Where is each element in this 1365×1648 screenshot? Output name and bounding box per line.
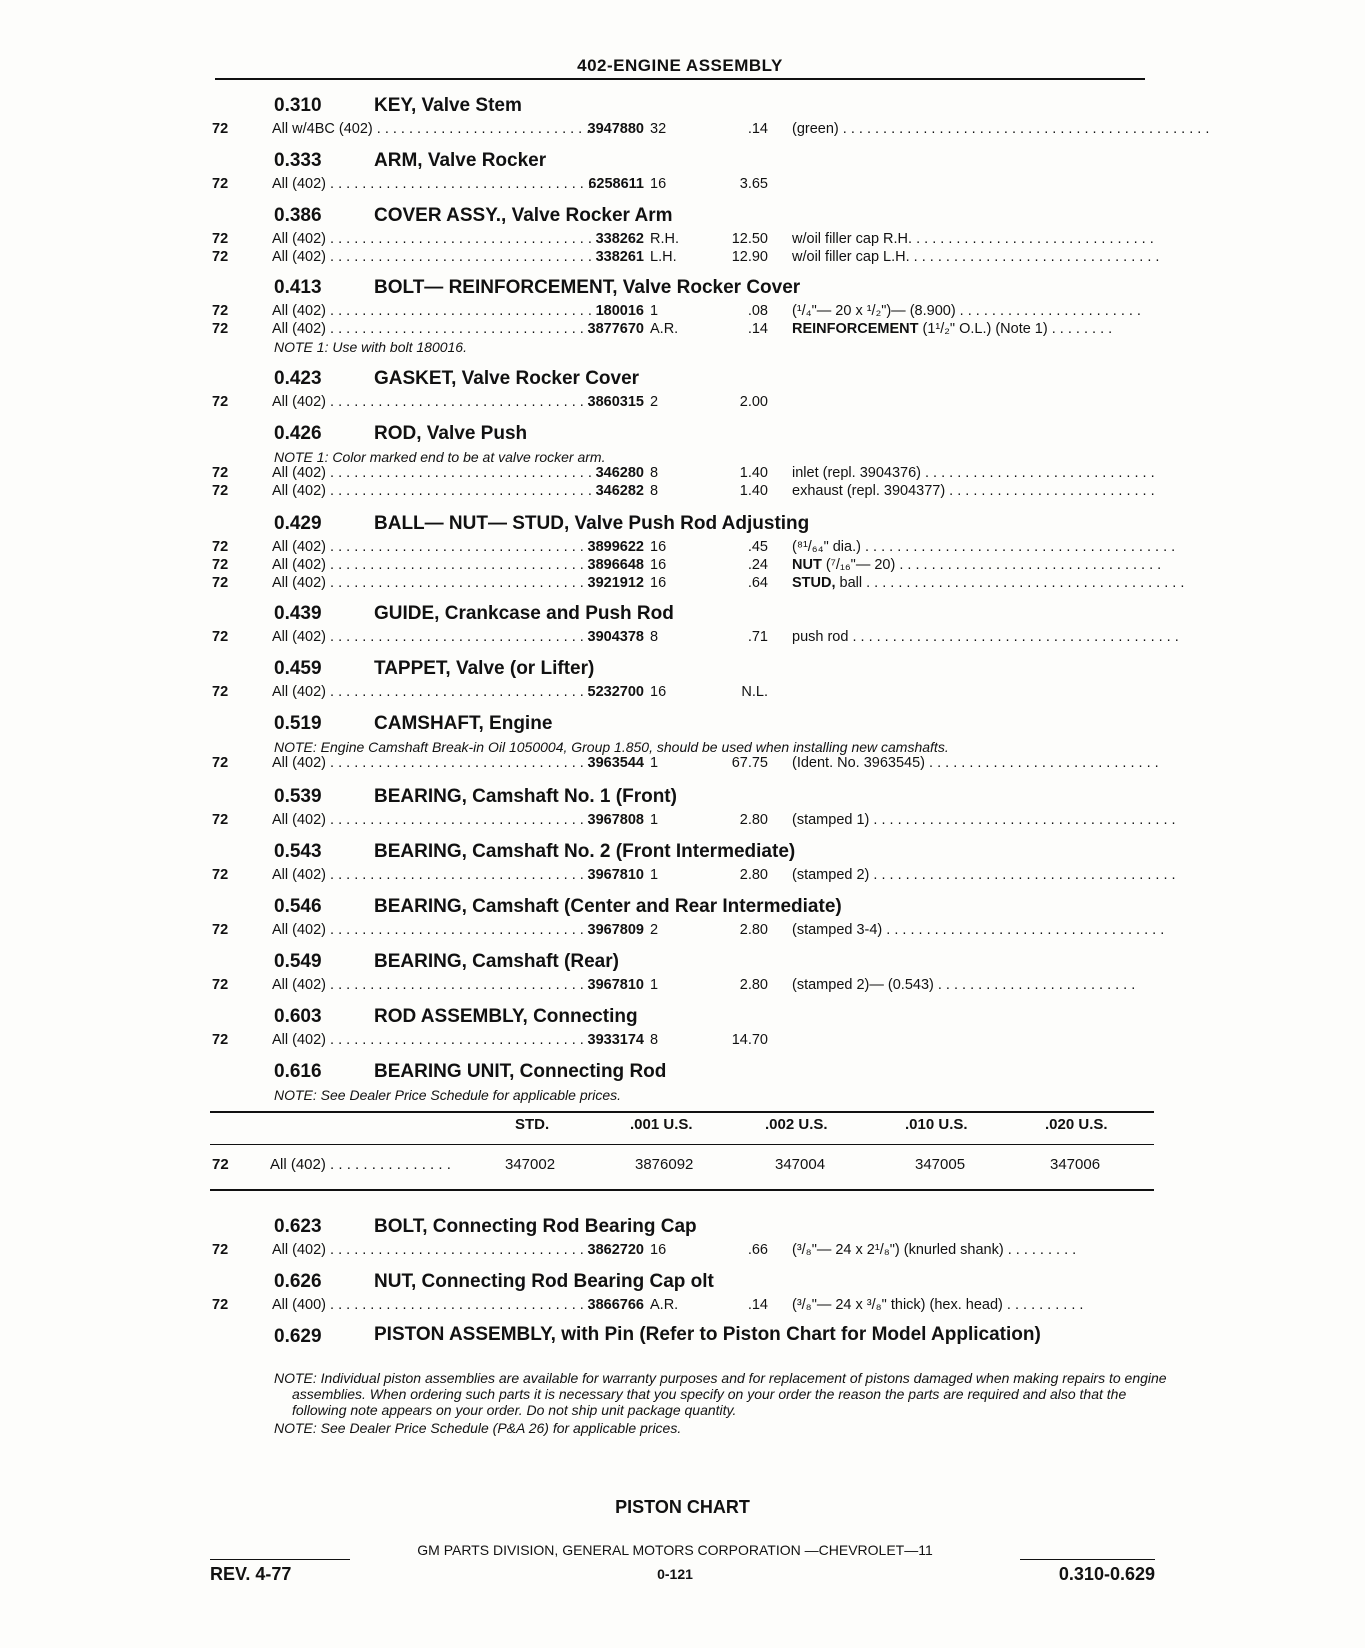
section-block (0, 896, 1227, 940)
table-cell-model: All (402) . . . . . . . . . . . . . . . (270, 1156, 451, 1173)
part-model: All (402) . . . . . . . . . . . . . . . . . . . . . . . . . . . . . . . . . (272, 684, 592, 700)
part-row (0, 321, 1227, 339)
part-description (792, 231, 1154, 247)
part-number: 5232700 (587, 684, 644, 700)
section-block (0, 277, 1227, 355)
part-quantity: R.H. (650, 231, 679, 247)
part-description-text: (1¹/₂" O.L.) (Note 1) . . . . . . . . (918, 321, 1113, 337)
section-title: GASKET, Valve Rocker Cover (374, 368, 640, 389)
part-description-text: (stamped 1) . . . . . . . . . . . . . . . . . . . . . . . . . . . . . . . . . . . . . . (792, 812, 1176, 828)
part-year: 72 (212, 812, 229, 828)
part-row (0, 121, 1227, 139)
table-bottom-rule (210, 1189, 1154, 1191)
part-description-text: (⁷/₁₆"— 20) . . . . . . . . . . . . . . . . . . . . . . . . . . . . . . . . . (821, 557, 1162, 573)
part-year: 72 (212, 922, 229, 938)
section-title: BEARING, Camshaft (Rear) (374, 951, 619, 972)
table-cell-001: 3876092 (635, 1156, 694, 1173)
part-description-text: (stamped 2) . . . . . . . . . . . . . . . . . . . . . . . . . . . . . . . . . . . . . . (792, 867, 1176, 883)
section-heading (0, 513, 1227, 539)
part-model: All (402) . . . . . . . . . . . . . . . . . . . . . . . . . . . . . . . . . (272, 977, 592, 993)
section-block (0, 513, 1227, 593)
section-number: 0.423 (274, 368, 322, 389)
footer-revision: REV. 4-77 (210, 1564, 292, 1584)
part-model: All (402) . . . . . . . . . . . . . . . . . . . . . . . . . . . . . . . . . (272, 539, 592, 555)
footer-page-number: 0-121 (657, 1566, 693, 1582)
section-number: 0.386 (274, 205, 322, 226)
part-description-text: w/oil filler cap R.H. . . . . . . . . . . . . . . . . . . . . . . . . . . . . . . (792, 231, 1154, 247)
part-quantity: A.R. (650, 1297, 679, 1313)
part-price: 2.00 (739, 394, 768, 410)
section-heading (0, 896, 1227, 922)
table-header-001: .001 U.S. (630, 1116, 693, 1133)
part-year: 72 (212, 557, 229, 573)
footer-group-range: 0.310-0.629 (1058, 1564, 1155, 1584)
part-description (792, 1297, 1154, 1313)
part-description (792, 867, 1176, 883)
part-year: 72 (212, 176, 229, 192)
section-title: BOLT, Connecting Rod Bearing Cap (374, 1216, 697, 1237)
part-model: All (402) . . . . . . . . . . . . . . . . . . . . . . . . . . . . . . . . . (272, 812, 592, 828)
part-quantity: 1 (650, 755, 659, 771)
part-number: 3921912 (587, 575, 644, 591)
part-quantity: 1 (650, 977, 659, 993)
section-block (0, 1006, 1227, 1050)
part-number: 3967808 (587, 812, 644, 828)
section-heading (0, 95, 1227, 121)
table-mid-rule (210, 1144, 1154, 1145)
section-heading (0, 786, 1227, 812)
part-year: 72 (212, 231, 229, 247)
part-row (0, 249, 1227, 267)
section-number: 0.539 (274, 786, 322, 807)
part-year: 72 (212, 684, 229, 700)
part-model: All (402) . . . . . . . . . . . . . . . . . . . . . . . . . . . . . . . . . (272, 922, 592, 938)
part-quantity: 2 (650, 922, 659, 938)
section-title: BEARING, Camshaft (Center and Rear Intermediate) (374, 896, 842, 917)
section-note: NOTE: Individual piston assemblies are available for warranty purposes and for replacement of pistons damaged when making repairs to engine assemblies. When ordering such parts it is necessary that you specify on your order the reason the parts are required and also that the following note appears on your order. Do not ship unit package quantity. (274, 1370, 1167, 1418)
part-number: 3899622 (587, 539, 644, 555)
part-price: .66 (747, 1242, 768, 1258)
part-description (792, 629, 1179, 645)
part-description-text: (¹/₄"— 20 x ¹/₂")— (8.900) . . . . . . . . . . . . . . . . . . . . . . . (792, 303, 1141, 319)
part-model: All (402) . . . . . . . . . . . . . . . . . . . . . . . . . . . . . . . . . (272, 1032, 592, 1048)
section-heading (0, 841, 1227, 867)
part-description-text: (³/₈"— 24 x 2¹/₈") (knurled shank) . . . . . . . . . (792, 1242, 1077, 1258)
part-number: 3904378 (587, 629, 644, 645)
section-number: 0.543 (274, 841, 322, 862)
section-title: BALL— NUT— STUD, Valve Push Rod Adjusting (374, 513, 810, 534)
part-quantity: L.H. (650, 249, 677, 265)
table-cell-std: 347002 (505, 1156, 556, 1173)
section-heading (0, 713, 1227, 739)
part-year: 72 (212, 539, 229, 555)
part-year: 72 (212, 755, 229, 771)
table-cell-year: 72 (212, 1156, 229, 1173)
header-rule (215, 78, 1145, 80)
section-heading (0, 423, 1227, 449)
part-description (792, 483, 1154, 499)
part-price: .14 (747, 121, 768, 137)
part-row (0, 1242, 1227, 1260)
part-model: All (402) . . . . . . . . . . . . . . . . . . . . . . . . . . . . . . . . . (272, 1242, 592, 1258)
section-title: GUIDE, Crankcase and Push Rod (374, 603, 674, 624)
section-number: 0.603 (274, 1006, 322, 1027)
part-model: All (402) . . . . . . . . . . . . . . . . . . . . . . . . . . . . . . . . . (272, 629, 592, 645)
section-note: NOTE: See Dealer Price Schedule (P&A 26) for applicable prices. (274, 1420, 682, 1436)
part-price: 2.80 (739, 867, 768, 883)
part-description (792, 303, 1154, 319)
part-description (792, 812, 1176, 828)
part-price: 2.80 (739, 812, 768, 828)
section-note: NOTE: Engine Camshaft Break-in Oil 1050004, Group 1.850, should be used when installing new camshafts. (274, 739, 949, 755)
part-row (0, 575, 1227, 593)
part-description-text: (Ident. No. 3963545) . . . . . . . . . . . . . . . . . . . . . . . . . . . . . (792, 755, 1159, 771)
part-description-text: (stamped 2)— (0.543) . . . . . . . . . . . . . . . . . . . . . . . . . (792, 977, 1136, 993)
table-header-020: .020 U.S. (1045, 1116, 1108, 1133)
section-block (0, 1216, 1227, 1260)
table-cell-010: 347005 (915, 1156, 966, 1173)
section-number: 0.629 (274, 1326, 322, 1347)
part-description (792, 1242, 1154, 1258)
section-title: ROD, Valve Push (374, 423, 528, 444)
part-description-text: (green) . . . . . . . . . . . . . . . . . . . . . . . . . . . . . . . . . . . . . . . . . . . . . . (792, 121, 1210, 137)
section-number: 0.426 (274, 423, 322, 444)
section-block (0, 150, 1227, 194)
section-number: 0.310 (274, 95, 322, 116)
part-row (0, 539, 1227, 557)
part-row (0, 867, 1227, 885)
part-quantity: 16 (650, 539, 667, 555)
part-price: 67.75 (731, 755, 768, 771)
part-year: 72 (212, 121, 229, 137)
part-description (792, 575, 1185, 591)
section-heading (0, 603, 1227, 629)
part-year: 72 (212, 483, 229, 499)
section-title: ARM, Valve Rocker (374, 150, 547, 171)
part-description-text: (³/₈"— 24 x ³/₈" thick) (hex. head) . . . . . . . . . . (792, 1297, 1084, 1313)
part-row (0, 176, 1227, 194)
section-heading (0, 951, 1227, 977)
part-year: 72 (212, 465, 229, 481)
part-year: 72 (212, 629, 229, 645)
piston-chart-title: PISTON CHART (615, 1497, 750, 1517)
section-number: 0.616 (274, 1061, 322, 1082)
section-heading (0, 1271, 1227, 1297)
part-description (792, 539, 1176, 555)
section-heading (0, 1326, 1227, 1366)
part-row (0, 1032, 1227, 1050)
table-top-rule (210, 1111, 1154, 1113)
part-model: All (402) . . . . . . . . . . . . . . . . . . . . . . . . . . . . . . . . . (272, 303, 592, 319)
part-price: 1.40 (739, 483, 768, 499)
part-model: All (402) . . . . . . . . . . . . . . . . . . . . . . . . . . . . . . . . . (272, 867, 592, 883)
section-title: COVER ASSY., Valve Rocker Arm (374, 205, 673, 226)
part-quantity: 16 (650, 1242, 667, 1258)
section-heading (0, 205, 1227, 231)
part-description (792, 977, 1154, 993)
part-row (0, 303, 1227, 321)
part-row (0, 557, 1227, 575)
part-description-bold: STUD, (792, 575, 836, 591)
part-number: 3862720 (587, 1242, 644, 1258)
part-number: 3947880 (587, 121, 644, 137)
part-year: 72 (212, 303, 229, 319)
part-quantity: 1 (650, 867, 659, 883)
part-quantity: 8 (650, 483, 659, 499)
part-price: .14 (747, 1297, 768, 1313)
section-title: BEARING UNIT, Connecting Rod (374, 1061, 667, 1082)
part-row (0, 1297, 1227, 1315)
section-number: 0.459 (274, 658, 322, 679)
table-cell-002: 347004 (775, 1156, 826, 1173)
part-row (0, 394, 1227, 412)
section-heading (0, 150, 1227, 176)
part-row (0, 812, 1227, 830)
table-header-002: .002 U.S. (765, 1116, 828, 1133)
part-number: 3860315 (587, 394, 644, 410)
part-year: 72 (212, 394, 229, 410)
part-price: 12.90 (731, 249, 768, 265)
part-price: .71 (747, 629, 768, 645)
part-model: All (402) . . . . . . . . . . . . . . . . . . . . . . . . . . . . . . . . . (272, 557, 592, 573)
part-number: 3877670 (587, 321, 644, 337)
part-price: .14 (747, 321, 768, 337)
section-number: 0.623 (274, 1216, 322, 1237)
part-description-text: exhaust (repl. 3904377) . . . . . . . . . . . . . . . . . . . . . . . . . . (792, 483, 1155, 499)
section-title: TAPPET, Valve (or Lifter) (374, 658, 595, 679)
part-description (792, 557, 1162, 573)
part-quantity: 8 (650, 465, 659, 481)
part-description (792, 121, 1210, 137)
part-row (0, 977, 1227, 995)
section-note: NOTE 1: Use with bolt 180016. (274, 339, 467, 355)
part-quantity: 16 (650, 176, 667, 192)
part-year: 72 (212, 1242, 229, 1258)
part-price: N.L. (741, 684, 768, 700)
part-number: 180016 (595, 303, 644, 319)
part-description-text: w/oil filler cap L.H. . . . . . . . . . . . . . . . . . . . . . . . . . . . . . . . (792, 249, 1160, 265)
section-number: 0.439 (274, 603, 322, 624)
section-number: 0.626 (274, 1271, 322, 1292)
part-model: All (402) . . . . . . . . . . . . . . . . . . . . . . . . . . . . . . . . . (272, 465, 592, 481)
part-row (0, 922, 1227, 940)
part-model: All (402) . . . . . . . . . . . . . . . . . . . . . . . . . . . . . . . . . (272, 231, 592, 247)
section-heading (0, 368, 1227, 394)
part-price: 14.70 (731, 1032, 768, 1048)
part-quantity: 2 (650, 394, 659, 410)
part-quantity: 8 (650, 629, 659, 645)
part-model: All (402) . . . . . . . . . . . . . . . . . . . . . . . . . . . . . . . . . (272, 249, 592, 265)
section-note: NOTE 1: Color marked end to be at valve rocker arm. (274, 449, 606, 465)
part-price: .64 (747, 575, 768, 591)
part-model: All (400) . . . . . . . . . . . . . . . . . . . . . . . . . . . . . . . . . (272, 1297, 592, 1313)
section-title: BOLT— REINFORCEMENT, Valve Rocker Cover (374, 277, 801, 298)
part-year: 72 (212, 1032, 229, 1048)
section-number: 0.519 (274, 713, 322, 734)
part-number: 3933174 (587, 1032, 644, 1048)
section-note: NOTE: See Dealer Price Schedule for applicable prices. (274, 1087, 622, 1103)
section-block (0, 1061, 1227, 1103)
part-description (792, 321, 1154, 337)
part-year: 72 (212, 867, 229, 883)
part-year: 72 (212, 1297, 229, 1313)
part-number: 346282 (595, 483, 644, 499)
section-number: 0.413 (274, 277, 322, 298)
part-quantity: 1 (650, 303, 659, 319)
footer-rule-left (210, 1559, 350, 1560)
part-price: 2.80 (739, 922, 768, 938)
part-price: 3.65 (739, 176, 768, 192)
part-model: All (402) . . . . . . . . . . . . . . . . . . . . . . . . . . . . . . . . . (272, 321, 592, 337)
section-number: 0.429 (274, 513, 322, 534)
part-description (792, 249, 1160, 265)
section-title: BEARING, Camshaft No. 2 (Front Intermediate) (374, 841, 796, 862)
section-block (0, 95, 1227, 139)
part-description-text: inlet (repl. 3904376) . . . . . . . . . . . . . . . . . . . . . . . . . . . . . (792, 465, 1155, 481)
part-description-text: (⁸¹/₆₄" dia.) . . . . . . . . . . . . . . . . . . . . . . . . . . . . . . . . . . . . . . . (792, 539, 1176, 555)
part-quantity: 16 (650, 557, 667, 573)
section-block (0, 1271, 1227, 1315)
part-model: All (402) . . . . . . . . . . . . . . . . . . . . . . . . . . . . . . . . . (272, 755, 592, 771)
part-row (0, 465, 1227, 483)
section-title: CAMSHAFT, Engine (374, 713, 553, 734)
section-title: NUT, Connecting Rod Bearing Cap olt (374, 1271, 714, 1292)
part-number: 3967810 (587, 867, 644, 883)
section-block (0, 603, 1227, 647)
section-heading (0, 658, 1227, 684)
part-price: 1.40 (739, 465, 768, 481)
part-description (792, 922, 1165, 938)
part-row (0, 483, 1227, 501)
section-block (0, 658, 1227, 702)
section-number: 0.549 (274, 951, 322, 972)
part-model: All (402) . . . . . . . . . . . . . . . . . . . . . . . . . . . . . . . . . (272, 575, 592, 591)
table-header-std: STD. (515, 1116, 550, 1133)
section-title: ROD ASSEMBLY, Connecting (374, 1006, 638, 1027)
part-quantity: 8 (650, 1032, 659, 1048)
part-description-text: (stamped 3-4) . . . . . . . . . . . . . . . . . . . . . . . . . . . . . . . . . . . (792, 922, 1165, 938)
part-description-bold: REINFORCEMENT (792, 321, 919, 337)
part-quantity: 16 (650, 684, 667, 700)
part-number: 338262 (595, 231, 644, 247)
section-title: PISTON ASSEMBLY, with Pin (Refer to Piston Chart for Model Application) (374, 1324, 1041, 1345)
part-year: 72 (212, 249, 229, 265)
part-model: All w/4BC (402) . . . . . . . . . . . . . . . . . . . . . . . . . . . (272, 121, 591, 137)
section-block (0, 423, 1227, 501)
section-title: KEY, Valve Stem (374, 95, 522, 116)
part-year: 72 (212, 575, 229, 591)
part-year: 72 (212, 977, 229, 993)
section-heading (0, 1216, 1227, 1242)
section-block (0, 1326, 1227, 1436)
table-cell-020: 347006 (1050, 1156, 1101, 1173)
section-block (0, 713, 1227, 773)
section-block (0, 786, 1227, 830)
section-block (0, 951, 1227, 995)
part-row (0, 755, 1227, 773)
section-title: BEARING, Camshaft No. 1 (Front) (374, 786, 677, 807)
part-quantity: A.R. (650, 321, 679, 337)
part-description-bold: NUT (792, 557, 822, 573)
part-number: 6258611 (588, 176, 644, 192)
part-description (792, 755, 1159, 771)
part-row (0, 629, 1227, 647)
part-row (0, 684, 1227, 702)
footer-publisher: GM PARTS DIVISION, GENERAL MOTORS CORPORATION —CHEVROLET—11 (417, 1542, 933, 1558)
part-description (792, 465, 1154, 481)
part-price: .08 (747, 303, 768, 319)
part-price: 12.50 (731, 231, 768, 247)
part-number: 3963544 (587, 755, 644, 771)
section-number: 0.546 (274, 896, 322, 917)
section-block (0, 205, 1227, 267)
table-header-010: .010 U.S. (905, 1116, 968, 1133)
part-price: .24 (747, 557, 768, 573)
part-quantity: 32 (650, 121, 667, 137)
part-row (0, 231, 1227, 249)
section-heading (0, 1061, 1227, 1087)
section-block (0, 368, 1227, 412)
part-year: 72 (212, 321, 229, 337)
part-number: 3866766 (587, 1297, 644, 1313)
section-heading (0, 277, 1227, 303)
part-quantity: 1 (650, 812, 659, 828)
part-price: 2.80 (739, 977, 768, 993)
part-description-text: push rod . . . . . . . . . . . . . . . . . . . . . . . . . . . . . . . . . . . . . . . . . (792, 629, 1179, 645)
part-number: 338261 (595, 249, 644, 265)
part-description-text: ball . . . . . . . . . . . . . . . . . . . . . . . . . . . . . . . . . . . . . . . . (835, 575, 1185, 591)
part-price: .45 (747, 539, 768, 555)
part-number: 346280 (595, 465, 644, 481)
footer-rule-right (1020, 1559, 1155, 1560)
part-number: 3967809 (587, 922, 644, 938)
part-model: All (402) . . . . . . . . . . . . . . . . . . . . . . . . . . . . . . . . . (272, 483, 592, 499)
part-model: All (402) . . . . . . . . . . . . . . . . . . . . . . . . . . . . . . . . . (272, 394, 592, 410)
part-number: 3967810 (587, 977, 644, 993)
page-title: 402-ENGINE ASSEMBLY (577, 56, 783, 75)
part-model: All (402) . . . . . . . . . . . . . . . . . . . . . . . . . . . . . . . . . (272, 176, 592, 192)
section-number: 0.333 (274, 150, 322, 171)
section-heading (0, 1006, 1227, 1032)
section-block (0, 841, 1227, 885)
part-quantity: 16 (650, 575, 667, 591)
part-number: 3896648 (587, 557, 644, 573)
